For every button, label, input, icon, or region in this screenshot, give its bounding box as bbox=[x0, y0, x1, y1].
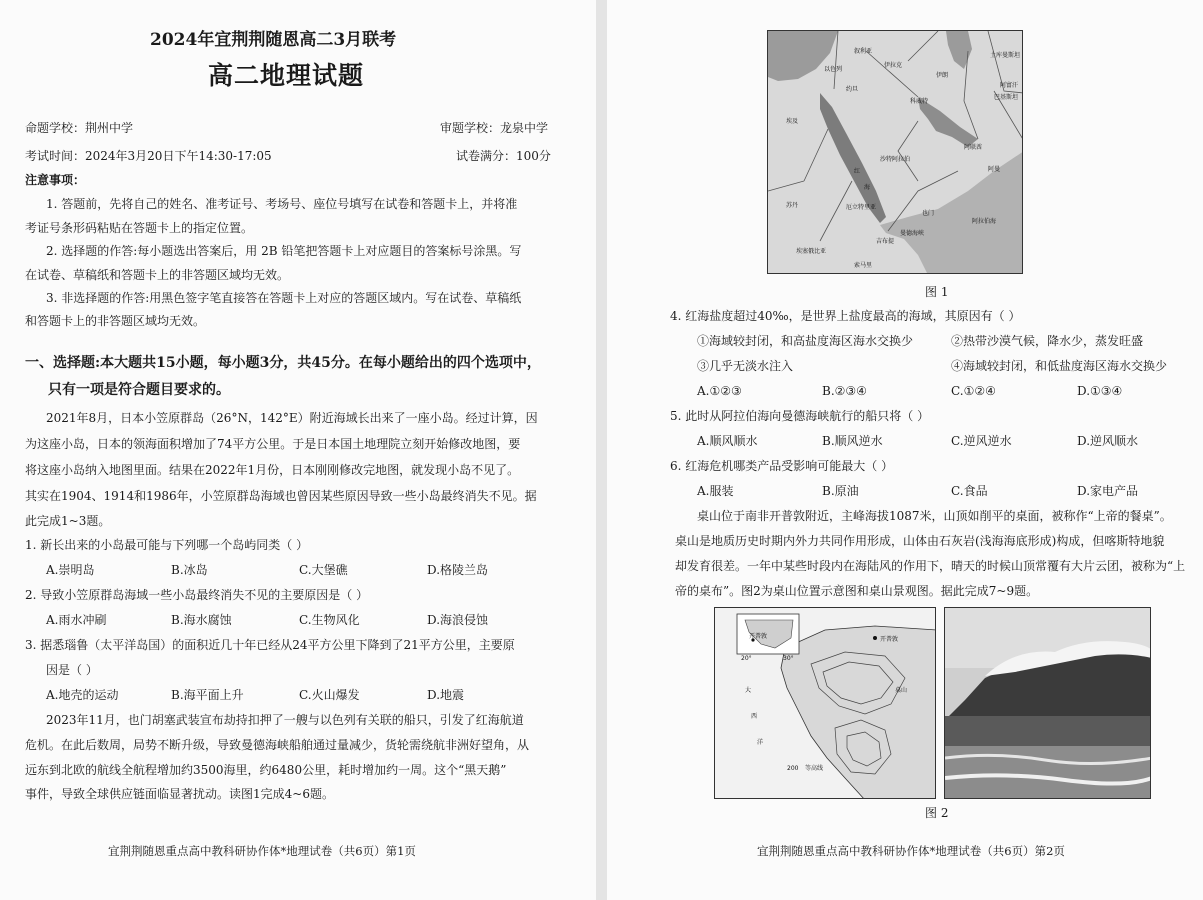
section-heading: 一、选择题:本大题共15小题，每小题3分，共45分。在每小题给出的四个选项中， bbox=[25, 355, 541, 371]
q1-option-d: D.格陵兰岛 bbox=[427, 563, 489, 577]
map-label: 土库曼斯坦 bbox=[990, 52, 1021, 59]
map-label: 桌山 bbox=[895, 687, 908, 694]
q4-option-a: A.①②③ bbox=[697, 384, 742, 398]
q6-option-b: B.原油 bbox=[822, 484, 859, 498]
q2-option-c: C.生物风化 bbox=[299, 613, 360, 627]
map-label: 30° bbox=[783, 655, 794, 662]
map-label: 阿曼 bbox=[988, 166, 1001, 173]
map-label: 以色列 bbox=[824, 66, 843, 73]
q1-option-a: A.崇明岛 bbox=[46, 563, 95, 577]
question-6-stem: 6. 红海危机哪类产品受影响可能最大（ ） bbox=[670, 459, 894, 473]
q3-option-b: B.海平面上升 bbox=[171, 688, 244, 702]
map-label: 等高线 bbox=[805, 765, 824, 772]
map-label: 巴基斯坦 bbox=[994, 94, 1019, 101]
exam-title: 2024年宜荆荆随恩高二3月联考 bbox=[150, 30, 397, 50]
exam-subject-title: 高二地理试题 bbox=[208, 61, 365, 90]
map-label: 20° bbox=[741, 655, 752, 662]
section-heading-cont: 只有一项是符合题目要求的。 bbox=[48, 382, 230, 398]
question-3-stem: 3. 据悉瑙鲁（太平洋岛国）的面积近几十年已经从24平方公里下降到了21平方公里，主要原 bbox=[25, 638, 515, 652]
map-label: 科威特 bbox=[910, 98, 929, 105]
map-label: 埃塞俄比亚 bbox=[796, 248, 827, 255]
passage-line: 桌山是地质历史时期内外力共同作用形成，山体由石灰岩(浅海海底形成)构成，但喀斯特地貌 bbox=[675, 534, 1165, 548]
map-label: 开普敦 bbox=[880, 636, 899, 643]
question-2-stem: 2. 导致小笠原群岛海域一些小岛最终消失不见的主要原因是（ ） bbox=[25, 588, 369, 602]
map-label: 阿联酋 bbox=[964, 144, 983, 151]
map-label: 叙利亚 bbox=[854, 48, 873, 55]
q4-option-d: D.①③④ bbox=[1077, 384, 1123, 398]
exam-page-1 bbox=[0, 0, 596, 900]
q4-option-c: C.①②④ bbox=[951, 384, 996, 398]
q5-option-b: B.顺风逆水 bbox=[822, 434, 883, 448]
q4-option-b: B.②③④ bbox=[822, 384, 867, 398]
q1-option-c: C.大堡礁 bbox=[299, 563, 348, 577]
q1-option-b: B.冰岛 bbox=[171, 563, 208, 577]
question-1-stem: 1. 新长出来的小岛最可能与下列哪一个岛屿同类（ ） bbox=[25, 538, 309, 552]
q4-statement-3: ③几乎无淡水注入 bbox=[697, 359, 794, 373]
passage-line: 2023年11月，也门胡塞武装宣布劫持扣押了一艘与以色列有关联的船只，引发了红海航道 bbox=[46, 713, 524, 727]
passage-line: 为这座小岛，日本的领海面积增加了74平方公里。于是日本国土地理院立刻开始修改地图，要 bbox=[25, 437, 521, 451]
q4-statement-2: ②热带沙漠气候，降水少，蒸发旺盛 bbox=[951, 334, 1144, 348]
map-label: 索马里 bbox=[854, 262, 873, 269]
q5-option-c: C.逆风逆水 bbox=[951, 434, 1012, 448]
note-line: 3. 非选择题的作答:用黑色签字笔直接答在答题卡上对应的答题区域内。写在试卷、草稿纸 bbox=[46, 291, 522, 305]
question-5-stem: 5. 此时从阿拉伯海向曼德海峡航行的船只将（ ） bbox=[670, 409, 930, 423]
q4-statement-4: ④海域较封闭，和低盐度海区海水交换少 bbox=[951, 359, 1168, 373]
note-line: 1. 答题前，先将自己的姓名、准考证号、考场号、座位号填写在试卷和答题卡上，并将准 bbox=[46, 197, 518, 211]
middle-east-map bbox=[768, 31, 1023, 274]
page-footer: 宜荆荆随恩重点高中教科研协作体*地理试卷（共6页）第2页 bbox=[757, 844, 1065, 858]
passage-line: 2021年8月，日本小笠原群岛（26°N，142°E）附近海域长出来了一座小岛。经过计算，因 bbox=[46, 411, 538, 425]
reviewer-school: 审题学校：龙泉中学 bbox=[440, 121, 549, 135]
q2-option-b: B.海水腐蚀 bbox=[171, 613, 232, 627]
map-label: 约旦 bbox=[846, 86, 859, 93]
passage-line: 桌山位于南非开普敦附近，主峰海拔1087米，山顶如削平的桌面，被称作“上帝的餐桌”。 bbox=[697, 509, 1172, 523]
page-footer: 宜荆荆随恩重点高中教科研协作体*地理试卷（共6页）第1页 bbox=[108, 844, 416, 858]
note-line: 考证号条形码粘贴在答题卡上的指定位置。 bbox=[25, 221, 254, 235]
map-label: 曼德海峡 bbox=[900, 230, 925, 237]
table-mountain-map bbox=[715, 608, 936, 799]
exam-time: 考试时间：2024年3月20日下午14:30-17:05 bbox=[25, 149, 272, 163]
passage-line: 危机。在此后数周，局势不断升级，导致曼德海峡船舶通过量减少，货轮需绕航非洲好望角，从 bbox=[25, 738, 530, 752]
q3-option-d: D.地震 bbox=[427, 688, 465, 702]
figure-2-caption: 图 2 bbox=[925, 806, 949, 820]
exam-page-2 bbox=[607, 0, 1203, 900]
map-label: 厄立特里亚 bbox=[846, 204, 877, 211]
passage-line: 此完成1~3题。 bbox=[25, 514, 111, 528]
map-label: 阿富汗 bbox=[1000, 82, 1019, 89]
q6-option-a: A.服装 bbox=[697, 484, 734, 498]
q5-option-d: D.逆风顺水 bbox=[1077, 434, 1139, 448]
map-label: 吉布提 bbox=[876, 238, 895, 245]
map-label: 洋 bbox=[757, 739, 764, 746]
note-line: 和答题卡上的非答题区域均无效。 bbox=[25, 314, 206, 328]
map-label: 伊拉克 bbox=[884, 62, 903, 69]
map-label: 海 bbox=[864, 184, 871, 191]
map-label: 伊朗 bbox=[936, 72, 949, 79]
map-label: 200 bbox=[787, 765, 799, 772]
map-label: 苏丹 bbox=[786, 202, 799, 209]
map-label: 沙特阿拉伯 bbox=[880, 156, 911, 163]
q2-option-d: D.海浪侵蚀 bbox=[427, 613, 489, 627]
note-line: 2. 选择题的作答:每小题选出答案后，用 2B 铅笔把答题卡上对应题目的答案标号涂黑。写 bbox=[46, 244, 522, 258]
map-label: 埃及 bbox=[786, 118, 799, 125]
question-3-stem-cont: 因是（ ） bbox=[46, 663, 98, 677]
passage-line: 其实在1904、1914和1986年，小笠原群岛海域也曾因某些原因导致一些小岛最终消失不见。据 bbox=[25, 489, 537, 503]
passage-line: 帝的桌布”。图2为桌山位置示意图和桌山景观图。据此完成7~9题。 bbox=[675, 584, 1039, 598]
q2-option-a: A.雨水冲刷 bbox=[46, 613, 107, 627]
full-score: 试卷满分：100分 bbox=[456, 149, 551, 163]
q6-option-d: D.家电产品 bbox=[1077, 484, 1139, 498]
q5-option-a: A.顺风顺水 bbox=[697, 434, 758, 448]
passage-line: 事件，导致全球供应链面临显著扰动。读图1完成4~6题。 bbox=[25, 787, 334, 801]
proposer-school: 命题学校：荆州中学 bbox=[25, 121, 134, 135]
map-label: 红 bbox=[854, 168, 861, 175]
passage-line: 远东到北欧的航线全航程增加约3500海里，约6480公里，耗时增加约一周。这个“黑天鹅” bbox=[25, 763, 507, 777]
passage-line: 却发育很差。一年中某些时段内在海陆风的作用下，晴天的时候山顶常覆有大片云团，被称为“上 bbox=[675, 559, 1186, 573]
map-label: 开普敦 bbox=[749, 633, 768, 640]
q6-option-c: C.食品 bbox=[951, 484, 988, 498]
q3-option-a: A.地壳的运动 bbox=[46, 688, 119, 702]
figure-1-map bbox=[767, 30, 1023, 274]
q3-option-c: C.火山爆发 bbox=[299, 688, 360, 702]
map-label: 也门 bbox=[922, 210, 935, 217]
passage-line: 将这座小岛纳入地图里面。结果在2022年1月份，日本刚刚修改完地图，就发现小岛不见了。 bbox=[25, 463, 520, 477]
map-label: 大 bbox=[745, 687, 752, 694]
figure-2-location-map bbox=[714, 607, 936, 799]
note-line: 在试卷、草稿纸和答题卡上的非答题区域均无效。 bbox=[25, 268, 290, 282]
q4-statement-1: ①海域较封闭，和高盐度海区海水交换少 bbox=[697, 334, 914, 348]
table-mountain-photo bbox=[945, 608, 1151, 799]
map-label: 阿拉伯海 bbox=[972, 218, 997, 225]
notes-heading: 注意事项： bbox=[25, 173, 86, 187]
page-gutter bbox=[596, 0, 607, 900]
figure-2-landscape-photo bbox=[944, 607, 1151, 799]
question-4-stem: 4. 红海盐度超过40‰，是世界上盐度最高的海域，其原因有（ ） bbox=[670, 309, 1021, 323]
map-label: 西 bbox=[751, 713, 758, 720]
figure-1-caption: 图 1 bbox=[925, 285, 949, 299]
